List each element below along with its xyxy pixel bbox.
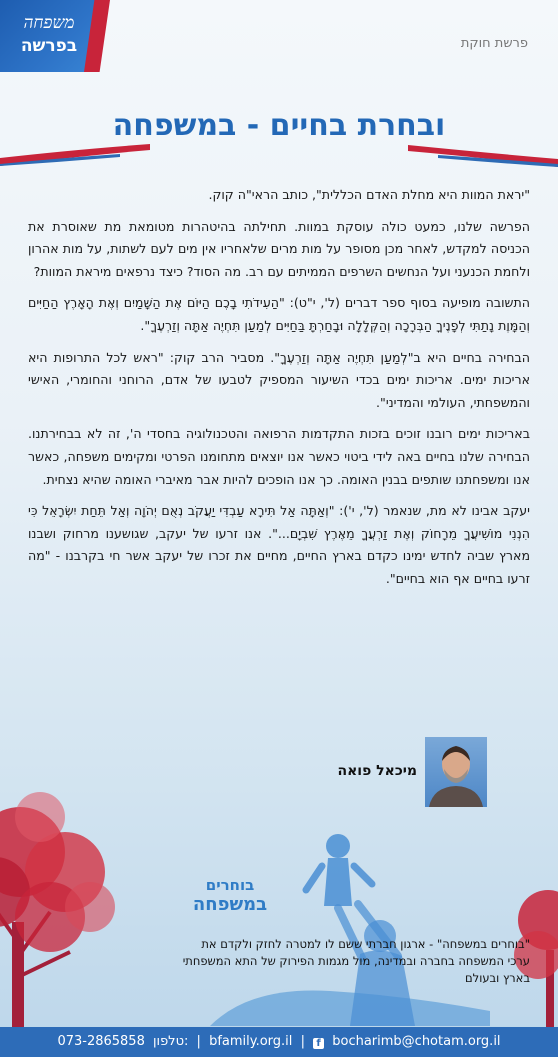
org-description: "בוחרים במשפחה" - ארגון חברתי ששם לו למטרה לחזק ולקדם את ערכי המשפחה בחברה ובמדינה, מול מגמות הפירוק של התא המשפחתי בארץ ובעולם: [182, 937, 530, 985]
title-swoosh-right-icon: [408, 145, 558, 167]
org-logo: [190, 876, 270, 934]
article-paragraph-6: יעקב אבינו לא מת, שנאמר (ל', י'): "וְאַתָּה אַל תִּירָא עַבְדִּי יַעֲקֹב נְאֻם יְהֹוָה וְאַל תֵּחַת יִשְׂרָאֵל כִּי הִנְנִי מוֹשִׁיעֲךָ מֵרָחוֹק וְאֶת זַרְעֲךָ מֵאֶרֶץ שִׁבְיָם...". אנו זרעו של יעקב, שגושענו מרחוק ושבנו מארץ שביה לחדש ימינו כקדם בארץ החיים, מחיים את זכרו של יעקב אשר חי בקרבנו - "מה זרעו בחיים אף הוא בחיים".: [28, 503, 530, 586]
footer-separator: |: [196, 1034, 201, 1049]
article-body: [28, 184, 530, 600]
article-paragraph-1: "יראת המוות היא מחלת האדם הכללית", כותב הראי"ה קוק.: [208, 187, 530, 202]
footer-contact: [0, 1034, 558, 1050]
org-logo-line1: בוחרים: [205, 876, 255, 894]
author-portrait-icon: [425, 737, 487, 807]
article-paragraph-5: באריכות ימים רובנו זוכים בזכות התקדמות הרפואה והטכנולוגיה בחסדי ה', זה לא בבחירתנו. הבחירה שלנו בחיים באה לידי ביטוי כאשר אנו יוצאים מתחומנו הפרטי ומקימים משפחה, כאשר אנו ומשפחתנו שותפים בבנין האומה. כך אנו הופכים להיות אבר מאיברי האומה שהיא נצחית.: [28, 426, 530, 487]
parasha-name: פרשת חוקת: [460, 36, 528, 51]
author-photo: [425, 737, 487, 807]
article-paragraph-2: הפרשה שלנו, כמעט כולה עוסקת במוות. תחילתה בהיטהרות מטומאת מת שאוסרת את הכניסה למקדש, לאחר מכן מסופר על מות מרים שלאחריו אין מים לעם לשתות, על מות אהרון ולחמת הכנעני ועל הנחשים השרפים הממיתים עם רב. מה הסוד? כיצד נרפאים מיראת המוות?: [28, 218, 530, 279]
title-swoosh-left-icon: [0, 144, 150, 166]
footer-separator: |: [300, 1034, 305, 1049]
footer-phone-label: טלפון:: [152, 1034, 189, 1049]
org-logo-line2: במשפחה: [192, 894, 268, 915]
article-paragraph-4: הבחירה בחיים היא ב"לְמַעַן תִּחְיֶה אַתָּה וְזַרְעֶךָ". מסביר הרב קוק: "ראש לכל התרופות היא אריכות ימים. אריכות ימים בכדי השיעור המספיק לטבעו של אדם, הרוחני והחומרי, האישי והמשפחתי, העולמי והמדיני".: [28, 349, 530, 410]
author-name: מיכאל פואה: [337, 763, 417, 779]
article-paragraph-3: התשובה מופיעה בסוף ספר דברים (ל', י"ט): "הַעִידֹתִי בָכֶם הַיּוֹם אֶת הַשָּׁמַיִם וְאֶת הָאָרֶץ הַחַיִּים וְהַמָּוֶת נָתַתִּי לְפָנֶיךָ הַבְּרָכָה וְהַקְּלָלָה וּבָחַרְתָּ בַּחַיִּים לְמַעַן תִּחְיֶה אַתָּה וְזַרְעֶךָ".: [28, 295, 530, 333]
facebook-icon[interactable]: f: [313, 1038, 324, 1049]
footer-phone[interactable]: 073-2865858: [57, 1034, 145, 1049]
footer-email[interactable]: bocharimb@chotam.org.il: [332, 1034, 501, 1049]
brand-logo-line1: משפחה: [23, 13, 75, 33]
footer-website[interactable]: bfamily.org.il: [209, 1034, 293, 1049]
tree-illustration-icon: [0, 792, 180, 1042]
article-title: ובחרת בחיים - במשפחה: [112, 108, 446, 143]
brand-logo-line2: בפרשה: [20, 36, 78, 56]
